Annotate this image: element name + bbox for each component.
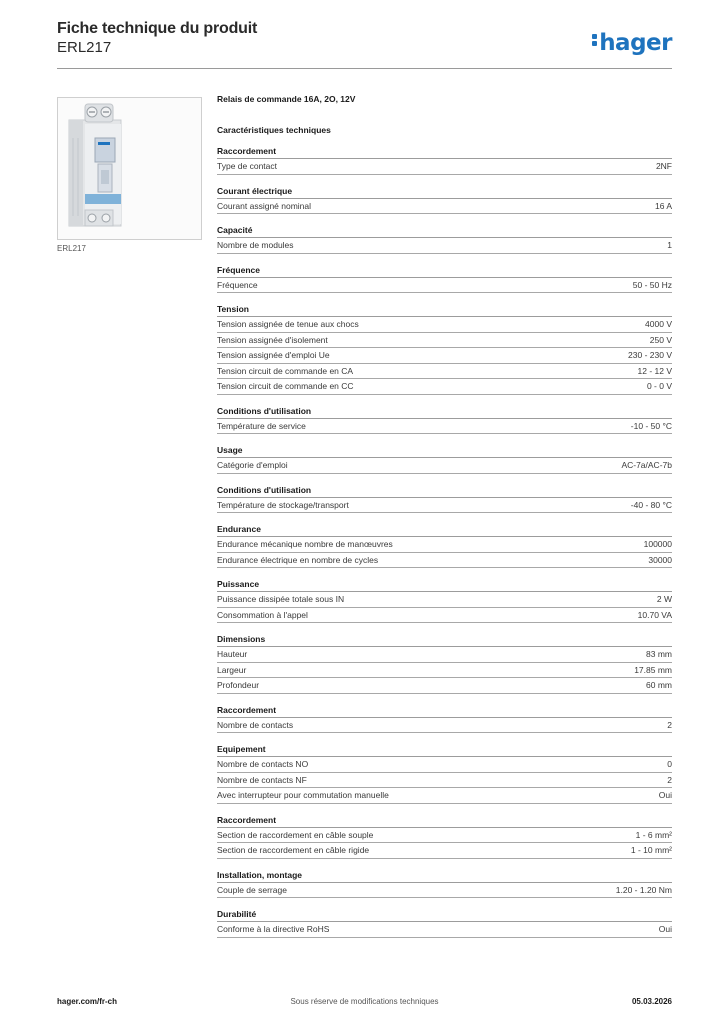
section-title: Conditions d'utilisation: [217, 485, 672, 498]
section-title: Raccordement: [217, 815, 672, 828]
spec-value: -40 - 80 °C: [630, 499, 672, 510]
spec-value: 1.20 - 1.20 Nm: [615, 884, 672, 895]
spec-value: Oui: [658, 790, 672, 800]
spec-label: Nombre de contacts NF: [217, 774, 307, 785]
spec-value: 1 - 10 mm²: [630, 845, 672, 855]
spec-section: [217, 815, 672, 859]
characteristics-title: Caractéristiques techniques: [217, 125, 331, 135]
spec-value: 2: [667, 719, 672, 730]
spec-label: Hauteur: [217, 649, 248, 659]
spec-row: [217, 333, 672, 349]
spec-value: 10.70 VA: [637, 609, 672, 620]
spec-label: Nombre de contacts NO: [217, 759, 309, 769]
spec-section: [217, 909, 672, 938]
spec-row: [217, 718, 672, 734]
page-header: [57, 20, 672, 56]
characteristics-sections: [217, 146, 672, 938]
section-title: Equipement: [217, 744, 672, 757]
spec-value: -10 - 50 °C: [630, 420, 672, 431]
spec-section: [217, 744, 672, 804]
spec-row: [217, 419, 672, 435]
spec-label: Type de contact: [217, 161, 278, 171]
spec-section: [217, 146, 672, 175]
section-title: Usage: [217, 445, 672, 458]
spec-value: 30000: [648, 554, 672, 565]
spec-value: 2: [667, 774, 672, 785]
spec-row: [217, 883, 672, 899]
spec-row: [217, 348, 672, 364]
header-divider: [57, 68, 672, 69]
spec-section: [217, 225, 672, 254]
spec-row: [217, 788, 672, 804]
spec-value: 12 - 12 V: [637, 365, 672, 376]
hager-logo: [592, 30, 672, 56]
spec-label: Section de raccordement en câble rigide: [217, 845, 370, 855]
spec-row: [217, 278, 672, 294]
section-title: Dimensions: [217, 634, 672, 647]
spec-value: Oui: [658, 924, 672, 934]
spec-label: Couple de serrage: [217, 884, 287, 895]
spec-row: [217, 458, 672, 474]
spec-label: Tension assignée d'emploi Ue: [217, 350, 330, 360]
logo-text: hager: [599, 30, 672, 56]
product-reference: ERL217: [57, 39, 112, 56]
spec-section: [217, 304, 672, 395]
spec-section: [217, 524, 672, 568]
spec-row: [217, 364, 672, 380]
spec-label: Catégorie d'emploi: [217, 460, 288, 470]
spec-row: [217, 498, 672, 514]
section-title: Conditions d'utilisation: [217, 406, 672, 419]
spec-row: [217, 843, 672, 859]
modular-relay-image: [58, 98, 201, 239]
spec-label: Tension circuit de commande en CA: [217, 365, 354, 376]
spec-label: Endurance mécanique nombre de manœuvres: [217, 539, 393, 549]
spec-row: [217, 553, 672, 569]
spec-label: Conforme à la directive RoHS: [217, 924, 330, 934]
product-image-caption: ERL217: [57, 244, 86, 253]
spec-value: 100000: [643, 539, 672, 549]
spec-value: 1: [667, 240, 672, 250]
spec-row: [217, 199, 672, 215]
spec-row: [217, 592, 672, 608]
footer-disclaimer: Sous réserve de modifications techniques: [290, 997, 439, 1006]
spec-label: Puissance dissipée totale sous IN: [217, 594, 345, 604]
spec-row: [217, 828, 672, 844]
spec-label: Consommation à l'appel: [217, 609, 308, 620]
spec-label: Nombre de contacts: [217, 719, 294, 730]
product-name: Relais de commande 16A, 2O, 12V: [217, 94, 356, 104]
spec-value: 230 - 230 V: [628, 350, 672, 360]
spec-row: [217, 608, 672, 624]
spec-label: Profondeur: [217, 680, 260, 690]
spec-row: [217, 678, 672, 694]
spec-section: [217, 265, 672, 294]
section-title: Courant électrique: [217, 186, 672, 199]
spec-row: [217, 773, 672, 789]
product-image: [57, 97, 202, 240]
spec-label: Température de stockage/transport: [217, 499, 349, 510]
spec-label: Endurance électrique en nombre de cycles: [217, 554, 379, 565]
footer-date: 05.03.2026: [631, 997, 672, 1006]
spec-section: [217, 870, 672, 899]
section-title: Endurance: [217, 524, 672, 537]
spec-section: [217, 705, 672, 734]
section-title: Fréquence: [217, 265, 672, 278]
spec-row: [217, 663, 672, 679]
spec-label: Tension assignée d'isolement: [217, 334, 328, 345]
section-title: Raccordement: [217, 146, 672, 159]
spec-section: [217, 406, 672, 435]
section-title: Raccordement: [217, 705, 672, 718]
spec-label: Nombre de modules: [217, 240, 294, 250]
section-title: Installation, montage: [217, 870, 672, 883]
section-title: Tension: [217, 304, 672, 317]
spec-value: 0: [667, 759, 672, 769]
spec-label: Section de raccordement en câble souple: [217, 829, 374, 840]
spec-label: Fréquence: [217, 279, 258, 290]
spec-section: [217, 445, 672, 474]
spec-value: 2 W: [656, 594, 672, 604]
logo-dots-icon: [592, 32, 597, 48]
page-title: Fiche technique du produit: [57, 20, 258, 37]
section-title: Capacité: [217, 225, 672, 238]
spec-value: 250 V: [649, 334, 672, 345]
spec-row: [217, 317, 672, 333]
spec-row: [217, 922, 672, 938]
spec-row: [217, 757, 672, 773]
spec-label: Température de service: [217, 420, 306, 431]
spec-section: [217, 186, 672, 215]
spec-row: [217, 159, 672, 175]
spec-label: Avec interrupteur pour commutation manuelle: [217, 790, 389, 800]
technical-content: [217, 94, 672, 949]
spec-row: [217, 647, 672, 663]
spec-value: 17.85 mm: [634, 664, 672, 675]
spec-label: Tension circuit de commande en CC: [217, 381, 354, 391]
spec-row: [217, 537, 672, 553]
spec-value: AC-7a/AC-7b: [621, 460, 672, 470]
spec-value: 83 mm: [646, 649, 672, 659]
spec-value: 2NF: [655, 161, 672, 171]
spec-row: [217, 379, 672, 395]
spec-value: 4000 V: [645, 319, 672, 329]
footer-website-link[interactable]: hager.com/fr-ch: [57, 997, 118, 1006]
spec-value: 60 mm: [646, 680, 672, 690]
spec-label: Courant assigné nominal: [217, 200, 312, 211]
spec-value: 16 A: [654, 200, 672, 211]
spec-section: [217, 634, 672, 694]
spec-value: 1 - 6 mm²: [635, 829, 672, 840]
spec-value: 0 - 0 V: [646, 381, 672, 391]
spec-section: [217, 579, 672, 623]
spec-row: [217, 238, 672, 254]
section-title: Puissance: [217, 579, 672, 592]
section-title: Durabilité: [217, 909, 672, 922]
spec-section: [217, 485, 672, 514]
spec-label: Largeur: [217, 664, 247, 675]
spec-value: 50 - 50 Hz: [632, 279, 672, 290]
spec-label: Tension assignée de tenue aux chocs: [217, 319, 359, 329]
